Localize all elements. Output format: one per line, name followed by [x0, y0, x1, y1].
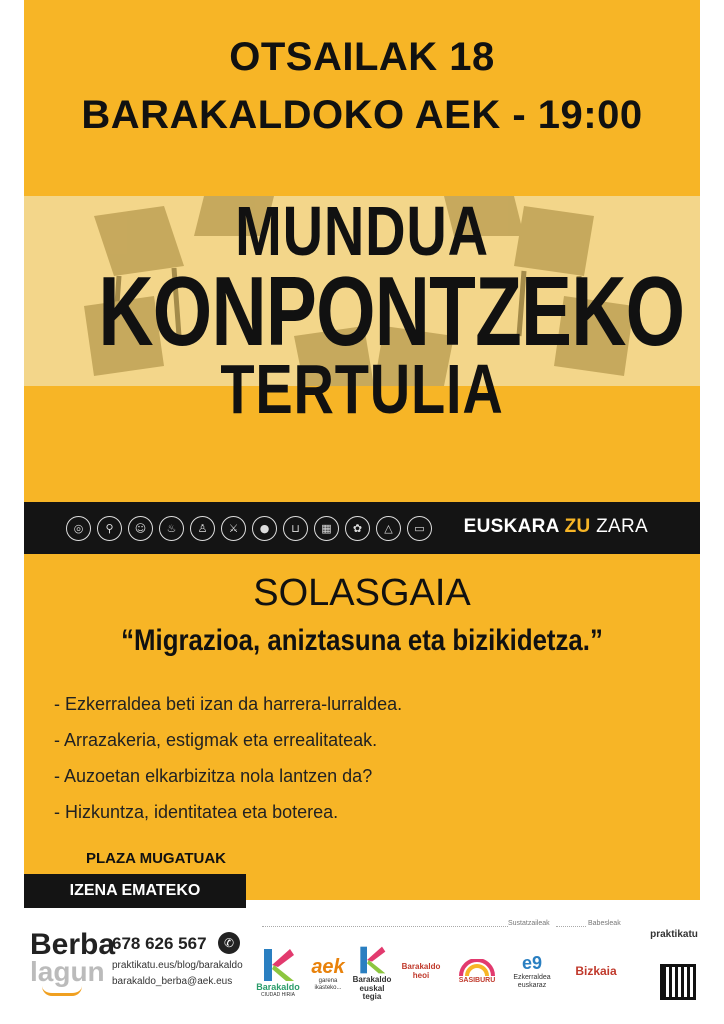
slogan-zu: ZU — [564, 516, 591, 537]
plant-icon: ✿ — [345, 516, 370, 541]
people-icon: ☺ — [128, 516, 153, 541]
topic-heading: SOLASGAIA — [253, 572, 471, 614]
slogan — [464, 516, 648, 538]
euskaltegia-name: Barakaldo euskal tegia — [352, 974, 392, 1002]
cupcake-icon: △ — [376, 516, 401, 541]
slogan-zara: ZARA — [596, 516, 648, 537]
email-link[interactable]: barakaldo_berba@aek.eus — [112, 976, 233, 987]
bicycle-icon: ⚲ — [97, 516, 122, 541]
aek-logo — [306, 946, 350, 1002]
list-item: - Arrazakeria, estigmak eta errealitateak. — [54, 730, 378, 750]
heoi-name: Barakaldo heoi — [401, 962, 441, 980]
sasiburu-arc-icon — [459, 959, 495, 977]
phone-number[interactable]: 678 626 567 — [112, 934, 207, 953]
barakaldo-logo — [254, 938, 302, 1008]
qr-code[interactable] — [660, 964, 696, 1000]
promoters-divider — [262, 926, 508, 927]
euskaltegia-k-icon — [357, 944, 387, 976]
barakaldo-sub: CIUDAD HIRIA — [261, 992, 295, 999]
group-icon: ◎ — [66, 516, 91, 541]
slogan-band — [24, 502, 700, 554]
heoi-logo — [398, 948, 444, 996]
event-date: OTSAILAK 18 — [229, 35, 495, 79]
screen-icon: ▭ — [407, 516, 432, 541]
title-line-1: MUNDUA — [235, 192, 489, 270]
event-header — [24, 36, 700, 136]
praktikatu-logo — [634, 922, 714, 946]
limited-places: PLAZA MUGATUAK — [86, 850, 226, 867]
topic-quote: “Migrazioa, aniztasuna eta bizikidetza.” — [121, 624, 603, 657]
poster — [24, 0, 700, 900]
activity-icons — [66, 516, 432, 541]
promoters-label: Sustatzaileak — [508, 920, 550, 927]
aek-name: aek — [311, 956, 345, 979]
cutlery-icon: ⚔ — [221, 516, 246, 541]
person-icon: ♙ — [190, 516, 215, 541]
topic-points — [54, 694, 402, 838]
slogan-euskara: EUSKARA — [463, 516, 559, 537]
title-line-3: TERTULIA — [220, 350, 504, 428]
list-item: - Ezkerraldea beti izan da harrera-lurraldea. — [54, 694, 403, 714]
chef-icon: ♨ — [159, 516, 184, 541]
title-line-2: KONPONTZEKO — [98, 256, 685, 366]
puzzle-icon: ▦ — [314, 516, 339, 541]
barakaldo-k-icon — [260, 947, 296, 983]
pot-icon: ⊔ — [283, 516, 308, 541]
sponsors-label: Babesleak — [588, 920, 621, 927]
brand-berba: Berba — [30, 928, 116, 961]
ezkerraldea-logo — [508, 948, 556, 996]
event-title — [24, 192, 700, 428]
smile-icon — [42, 986, 82, 996]
list-item: - Auzoetan elkarbizitza nola lantzen da? — [54, 766, 373, 786]
bizkaia-name: Bizkaia — [575, 964, 617, 979]
event-place-time: BARAKALDOKO AEK - 19:00 — [81, 93, 643, 137]
euskaltegia-logo — [350, 938, 394, 1008]
blog-link[interactable]: praktikatu.eus/blog/barakaldo — [112, 960, 243, 971]
kettlebell-icon: ● — [252, 516, 277, 541]
barakaldo-name: Barakaldo — [256, 982, 300, 993]
footer — [0, 912, 724, 1024]
ezkerraldea-mark: e9 — [521, 953, 543, 974]
sponsors-divider — [556, 926, 586, 927]
sasiburu-logo — [454, 948, 500, 996]
aek-sub: garena ikasteko... — [314, 978, 342, 991]
sasiburu-name: SASIBURU — [458, 977, 496, 985]
list-item: - Hizkuntza, identitatea eta boterea. — [54, 802, 339, 822]
register-button[interactable]: IZENA EMATEKO — [24, 874, 246, 908]
berbalagun-logo — [30, 928, 116, 996]
ezkerraldea-name: Ezkerraldea euskaraz — [513, 974, 551, 989]
whatsapp-icon[interactable]: ✆ — [218, 932, 240, 954]
bizkaia-logo — [566, 942, 626, 1002]
brand-lagun: lagun — [30, 956, 105, 987]
praktikatu-name: praktikatu — [650, 928, 698, 940]
